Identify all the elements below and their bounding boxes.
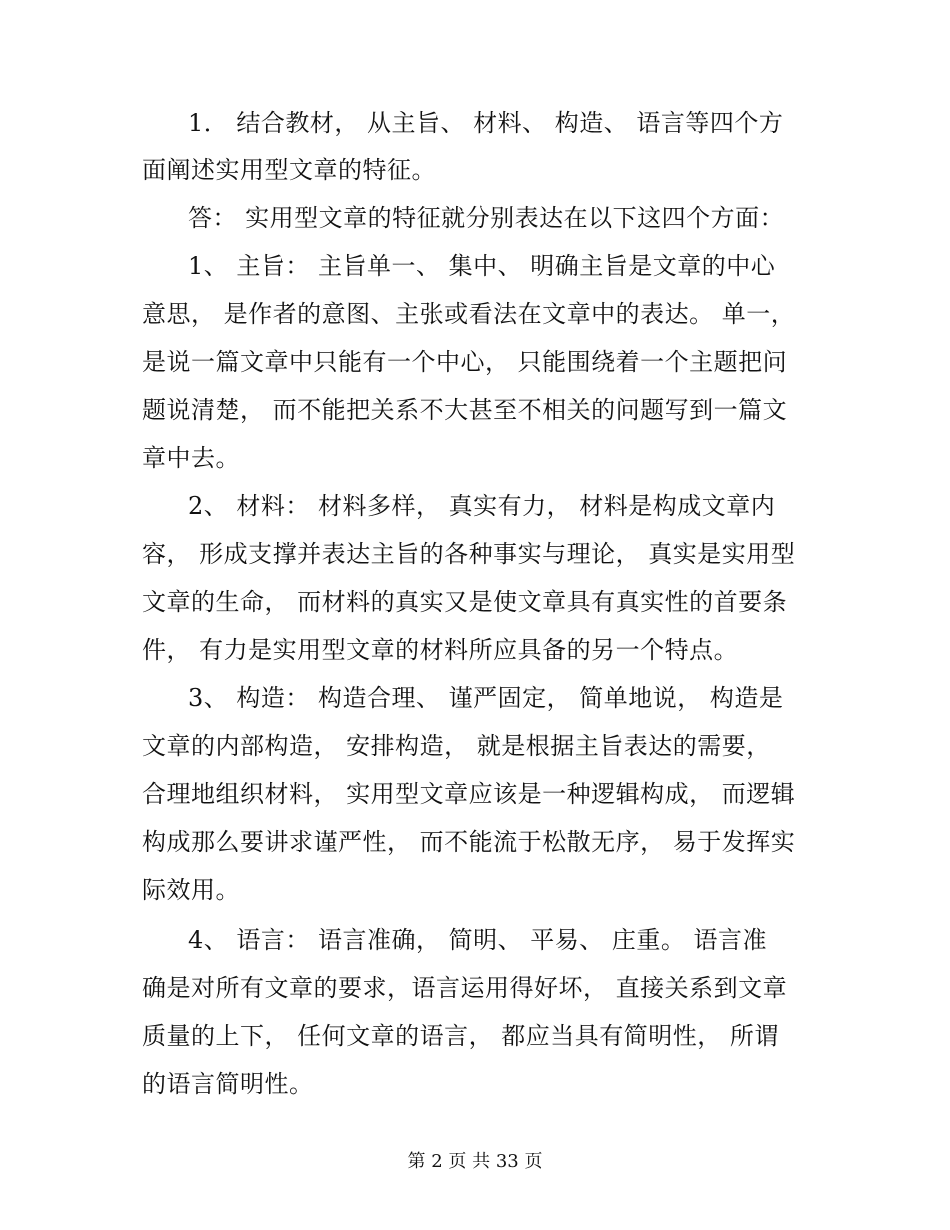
point-4-line-3: 质量的上下， 任何文章的语言， 都应当具有简明性， 所谓 bbox=[142, 1022, 779, 1050]
point-3-line-3: 合理地组织材料， 实用型文章应该是一种逻辑构成， 而逻辑 bbox=[142, 780, 796, 808]
point-2-line-3: 文章的生命， 而材料的真实又是使文章具有真实性的首要条 bbox=[142, 588, 788, 616]
answer-intro-line: 答： 实用型文章的特征就分别表达在以下这四个方面： bbox=[188, 204, 785, 232]
point-4-line-1: 4、 语言： 语言准确， 简明、 平易、 庄重。 语言准 bbox=[188, 926, 768, 954]
point-3-line-1: 3、 构造： 构造合理、 谨严固定， 简单地说， 构造是 bbox=[188, 684, 784, 712]
point-1-line-4: 题说清楚， 而不能把关系不大甚至不相关的问题写到一篇文 bbox=[142, 396, 788, 424]
point-4-line-4: 的语言简明性。 bbox=[142, 1070, 314, 1098]
point-1-line-2: 意思， 是作者的意图、主张或看法在文章中的表达。 单一， bbox=[142, 300, 796, 328]
point-1-line-5: 章中去。 bbox=[142, 444, 240, 472]
point-2-line-4: 件， 有力是实用型文章的材料所应具备的另一个特点。 bbox=[142, 636, 739, 664]
question-line-2: 面阐述实用型文章的特征。 bbox=[142, 156, 436, 184]
point-4-line-2: 确是对所有文章的要求，语言运用得好坏， 直接关系到文章 bbox=[142, 974, 788, 1002]
point-2-line-1: 2、 材料： 材料多样， 真实有力， 材料是构成文章内 bbox=[188, 492, 776, 520]
point-1-line-1: 1、 主旨： 主旨单一、 集中、 明确主旨是文章的中心 bbox=[188, 252, 776, 280]
point-3-line-2: 文章的内部构造， 安排构造， 就是根据主旨表达的需要， bbox=[142, 732, 771, 760]
question-line-1: 1． 结合教材， 从主旨、 材料、 构造、 语言等四个方 bbox=[188, 109, 784, 137]
point-3-line-5: 际效用。 bbox=[142, 876, 240, 904]
point-2-line-2: 容， 形成支撑并表达主旨的各种事实与理论， 真实是实用型 bbox=[142, 540, 796, 568]
point-3-line-4: 构成那么要讲求谨严性， 而不能流于松散无序， 易于发挥实 bbox=[142, 828, 796, 856]
point-1-line-3: 是说一篇文章中只能有一个中心， 只能围绕着一个主题把问 bbox=[142, 348, 788, 376]
page-footer: 第 2 页 共 33 页 bbox=[407, 1151, 543, 1172]
